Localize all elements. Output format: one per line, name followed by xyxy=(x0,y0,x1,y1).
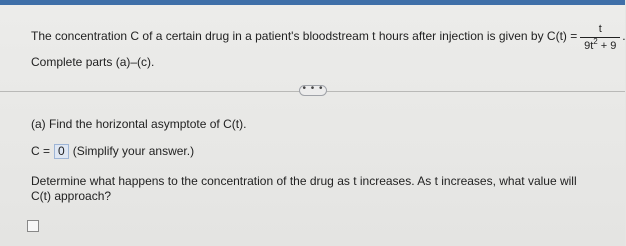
complete-parts-text: Complete parts (a)–(c). xyxy=(31,55,155,69)
denominator-prefix: 9t xyxy=(584,40,594,52)
fraction-bar xyxy=(580,37,620,38)
denominator-exponent: 2 xyxy=(593,37,598,46)
answer-prefix: C = xyxy=(31,144,51,158)
answer-field[interactable]: 0 xyxy=(54,144,69,159)
concentration-fraction xyxy=(580,23,620,53)
answer-checkbox[interactable] xyxy=(27,220,39,232)
answer-hint: (Simplify your answer.) xyxy=(72,144,195,158)
determine-question: Determine what happens to the concentration of the drug as t increases. As t increases, what value will C(t) approach? xyxy=(31,174,577,203)
denominator-suffix: + 9 xyxy=(597,40,617,52)
more-dots-icon: • • • xyxy=(302,82,324,94)
part-a-answer-line xyxy=(31,144,194,159)
fraction-numerator: t xyxy=(598,23,602,35)
more-button[interactable] xyxy=(299,82,327,96)
formula-end: . xyxy=(622,28,626,43)
part-a-prompt: (a) Find the horizontal asymptote of C(t). xyxy=(31,117,247,131)
question-intro xyxy=(31,21,626,51)
intro-text: The concentration C of a certain drug in a patient's bloodstream t hours after injection is given by C(t) = xyxy=(31,28,578,43)
fraction-denominator xyxy=(584,37,617,53)
